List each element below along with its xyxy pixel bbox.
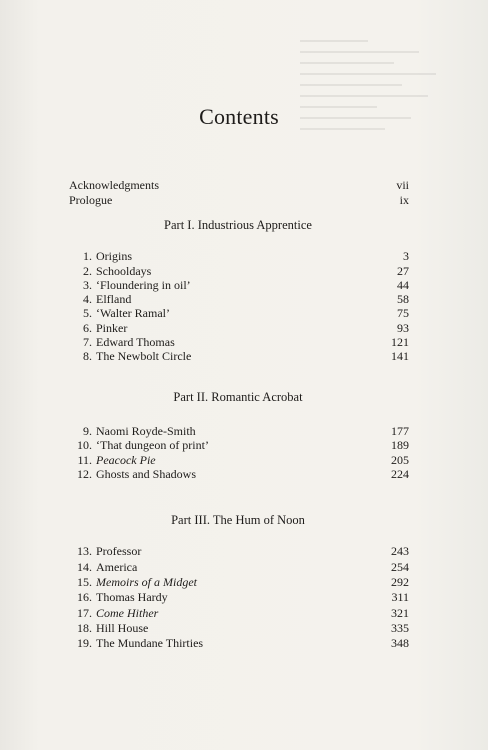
chapter-number: 18.	[77, 621, 92, 635]
chapter-number: 6.	[83, 321, 92, 335]
chapter-number: 9.	[83, 424, 92, 438]
toc-entry-page: vii	[396, 178, 409, 192]
chapter-page: 243	[391, 544, 409, 558]
toc-entry	[0, 437, 488, 453]
chapter-title: Pinker	[96, 321, 128, 335]
chapter-page: 254	[391, 560, 409, 574]
toc-entry	[0, 620, 488, 636]
chapter-title: Peacock Pie	[96, 453, 156, 467]
toc-entry	[0, 574, 488, 590]
toc-entry	[0, 466, 488, 482]
chapter-number: 19.	[77, 636, 92, 650]
page-title: Contents	[199, 104, 279, 129]
toc-entry	[0, 305, 488, 321]
chapter-title: Professor	[96, 544, 142, 558]
chapter-page: 27	[397, 264, 409, 278]
chapter-page: 58	[397, 292, 409, 306]
chapter-page: 348	[391, 636, 409, 650]
chapter-title: ‘That dungeon of print’	[96, 438, 209, 452]
chapter-number: 16.	[77, 590, 92, 604]
toc-entry	[0, 543, 488, 559]
toc-entry	[0, 605, 488, 621]
chapter-number: 7.	[83, 335, 92, 349]
toc-entry	[0, 635, 488, 651]
chapter-title: The Mundane Thirties	[96, 636, 204, 650]
chapter-page: 3	[403, 249, 409, 263]
chapter-number: 2.	[83, 264, 92, 278]
part-heading: Part III. The Hum of Noon	[171, 513, 305, 527]
chapter-number: 13.	[77, 544, 92, 558]
toc-entry-title: Prologue	[69, 193, 113, 207]
chapter-page: 44	[397, 278, 409, 292]
toc-entry-title: Acknowledgments	[69, 178, 159, 192]
chapter-number: 15.	[77, 575, 92, 589]
chapter-page: 321	[391, 606, 409, 620]
chapter-title: Schooldays	[96, 264, 152, 278]
chapter-page: 177	[391, 424, 409, 438]
chapter-title: Naomi Royde-Smith	[96, 424, 196, 438]
toc-entry-page: ix	[399, 193, 409, 207]
chapter-number: 11.	[77, 453, 92, 467]
chapter-page: 205	[391, 453, 409, 467]
chapter-title: ‘Floundering in oil’	[96, 278, 191, 292]
chapter-title: Thomas Hardy	[96, 590, 168, 604]
chapter-page: 121	[391, 335, 409, 349]
chapter-page: 335	[391, 621, 409, 635]
toc-entry	[0, 177, 488, 193]
chapter-page: 292	[391, 575, 409, 589]
toc-entry	[0, 192, 488, 208]
chapter-title: Origins	[96, 249, 132, 263]
chapter-number: 1.	[83, 249, 92, 263]
chapter-number: 5.	[83, 306, 92, 320]
chapter-page: 189	[391, 438, 409, 452]
chapter-page: 93	[397, 321, 409, 335]
chapter-title: Memoirs of a Midget	[96, 575, 197, 589]
toc-entry	[0, 348, 488, 364]
chapter-number: 8.	[83, 349, 92, 363]
chapter-title: Come Hither	[96, 606, 159, 620]
chapter-title: Elfland	[96, 292, 132, 306]
bleed-through-text	[300, 40, 470, 160]
chapter-page: 224	[391, 467, 409, 481]
part-heading: Part II. Romantic Acrobat	[173, 390, 303, 404]
toc-entry	[0, 589, 488, 605]
chapter-number: 17.	[77, 606, 92, 620]
chapter-number: 4.	[83, 292, 92, 306]
chapter-title: Ghosts and Shadows	[96, 467, 197, 481]
chapter-title: The Newbolt Circle	[96, 349, 192, 363]
chapter-title: Hill House	[96, 621, 149, 635]
chapter-page: 311	[391, 590, 409, 604]
chapter-number: 12.	[77, 467, 92, 481]
chapter-title: ‘Walter Ramal’	[96, 306, 170, 320]
chapter-number: 3.	[83, 278, 92, 292]
toc-entry	[0, 559, 488, 575]
chapter-number: 14.	[77, 560, 92, 574]
part-heading: Part I. Industrious Apprentice	[164, 218, 312, 232]
toc-entry	[0, 248, 488, 264]
chapter-page: 75	[397, 306, 409, 320]
chapter-title: America	[96, 560, 138, 574]
chapter-number: 10.	[77, 438, 92, 452]
chapter-title: Edward Thomas	[96, 335, 175, 349]
chapter-page: 141	[391, 349, 409, 363]
